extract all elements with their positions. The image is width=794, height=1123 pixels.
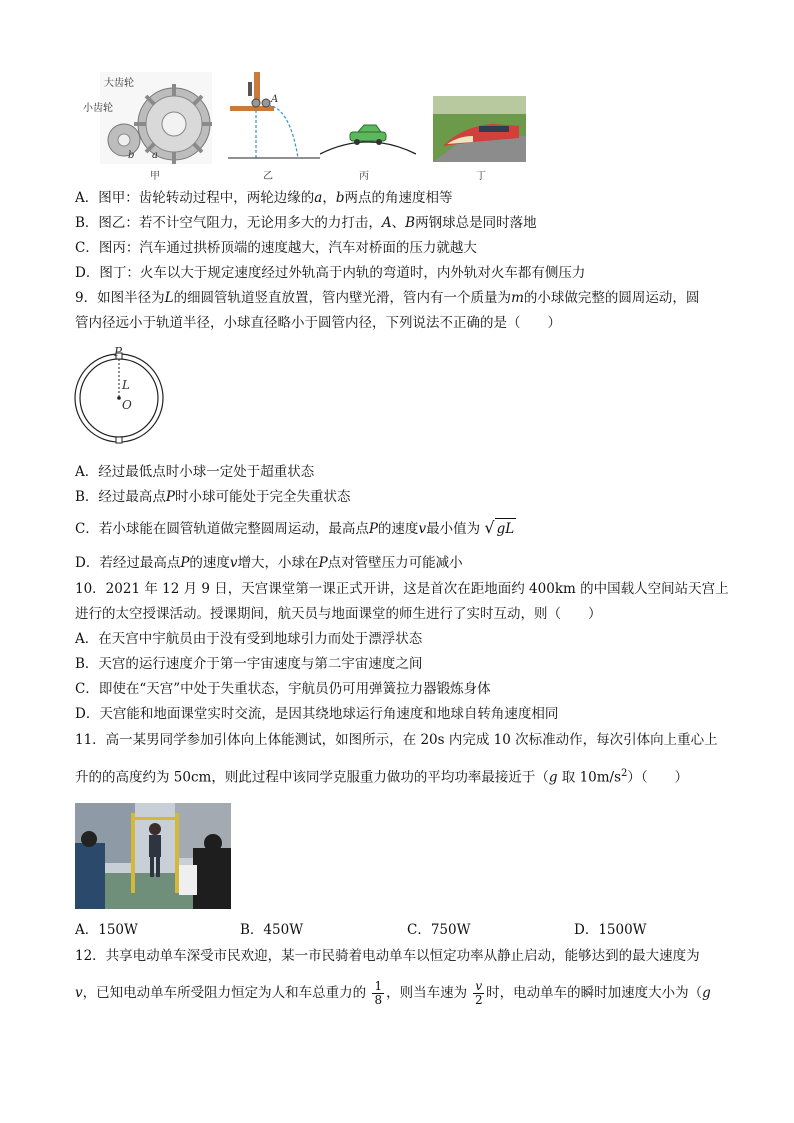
q8-option-a: A．图甲：齿轮转动过程中，两轮边缘的a，b两点的角速度相等: [75, 190, 453, 206]
caption-ding: 丁: [476, 171, 486, 182]
q10-stem-line1: 10．2021 年 12 月 9 日，天宫课堂第一课正式开讲，这是首次在距地面约 400km 的中国载人空间站天宫上: [75, 581, 729, 597]
projectile-illustration: [228, 72, 320, 164]
q10-option-b: B．天宫的运行速度介于第一宇宙速度与第二宇宙速度之间: [75, 656, 423, 672]
label-big-gear: 大齿轮: [104, 78, 134, 89]
sqrt-sign: √: [484, 518, 495, 537]
figure-yi-projectile: [228, 72, 320, 164]
q11-stem-line2: 升的的高度约为 50cm，则此过程中该同学克服重力做功的平均功率最接近于（g 取 $10m/s^2$）（ ）: [75, 768, 689, 786]
q10-stem-line2: 进行的太空授课活动。授课期间，航天员与地面课堂的师生进行了实时互动，则（ ）: [75, 606, 602, 622]
q11-option-a: A．150W: [75, 922, 138, 938]
q8-option-c: C．图丙：汽车通过拱桥顶端的速度越大，汽车对桥面的压力就越大: [75, 240, 477, 256]
q8-option-d: D．图丁：火车以大于规定速度经过外轨高于内轨的弯道时，内外轨对火车都有侧压力: [75, 265, 586, 281]
q10-option-a: A．在天宫中宇航员由于没有受到地球引力而处于漂浮状态: [75, 631, 423, 647]
q11-stem-line1: 11．高一某男同学参加引体向上体能测试，如图所示，在 20s 内完成 10 次标准动作，每次引体向上重心上: [75, 732, 718, 748]
label-small-gear: 小齿轮: [83, 103, 113, 114]
q9-stem-line2: 管内径远小于轨道半径，小球直径略小于圆管内径，下列说法不正确的是（ ）: [75, 315, 561, 331]
q8-option-b: B．图乙：若不计空气阻力，无论用多大的力打击，A、B两钢球总是同时落地: [75, 215, 537, 231]
q11-option-d: D．1500W: [574, 922, 647, 938]
train-photo: [433, 96, 526, 162]
q10-option-c: C．即使在“天宫”中处于失重状态，宇航员仍可用弹簧拉力器锻炼身体: [75, 681, 491, 697]
label-L: L: [122, 378, 130, 392]
q9-option-c: C．若小球能在圆管轨道做完整圆周运动，最高点P的速度v最小值为 √ gL: [75, 518, 515, 537]
circular-tube-diagram: [73, 344, 165, 448]
figure-ding-train-photo: [433, 96, 526, 162]
fraction-one-eighth: $\frac{1}{8}$: [374, 979, 383, 1007]
label-ball-A: A: [271, 94, 279, 105]
q12-stem-line2: v，已知电动单车所受阻力恒定为人和车总重力的 $\frac{1}{8}$ ，则当车速为 $\frac{v}{2}$ 时，电动单车的瞬时加速度大小为（g: [75, 979, 711, 1007]
pullup-photo: [75, 803, 231, 909]
q11-option-c: C．750W: [407, 922, 471, 938]
q10-option-d: D．天宫能和地面课堂实时交流，是因其绕地球运行角速度和地球自转角速度相同: [75, 706, 559, 722]
label-O: O: [122, 398, 132, 412]
figure-circular-tube: [73, 344, 165, 448]
figure-pullup-photo: [75, 803, 231, 909]
bridge-car-illustration: [320, 110, 416, 160]
caption-yi: 乙: [263, 171, 273, 182]
figure-bing-bridge: [320, 110, 416, 160]
label-P: P: [114, 345, 123, 359]
q9-stem-line1: 9．如图半径为L的细圆管轨道竖直放置，管内壁光滑，管内有一个质量为m的小球做完整的圆周运动，圆: [75, 290, 700, 306]
q11-option-b: B．450W: [240, 922, 304, 938]
label-point-a: a: [152, 150, 158, 161]
fraction-v-over-2: $\frac{v}{2}$: [474, 979, 483, 1007]
q12-stem-line1: 12．共享电动单车深受市民欢迎，某一市民骑着电动单车以恒定功率从静止启动，能够达到的最大速度为: [75, 948, 700, 964]
q9-option-b: B．经过最高点P时小球可能处于完全失重状态: [75, 489, 351, 505]
caption-jia: 甲: [150, 171, 160, 182]
label-point-b: b: [128, 150, 135, 161]
q9-option-d: D．若经过最高点P的速度v增大，小球在P点对管壁压力可能减小: [75, 555, 463, 571]
sqrt-gL: gL: [495, 518, 517, 539]
q9-option-a: A．经过最低点时小球一定处于超重状态: [75, 464, 315, 480]
caption-bing: 丙: [359, 171, 369, 182]
